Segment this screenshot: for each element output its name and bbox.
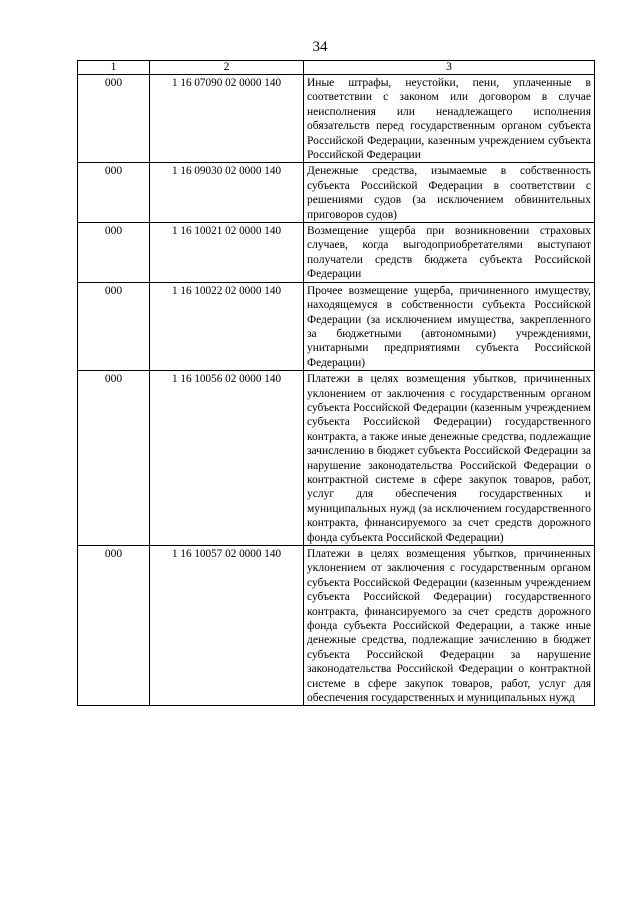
column-header-1: 1 [78,61,150,75]
income-name-cell: Платежи в целях возмещения убытков, причиненных уклонением от заключения с государственным органом субъекта Российской Федерации (казенным учреждением субъекта Российской Федерации) государственного контракта, а также иные денежные средства, подлежащие зачислению в бюджет субъекта Российской Федерации за нарушение законодательства Российской Федерации о контрактной системе в сфере закупок товаров, работ, услуг для обеспечения государственных и муниципальных нужд (за исключением государственного контракта, финансируемого за счет средств дорожного фонда субъекта Российской Федерации) [304,371,595,546]
admin-code-cell: 000 [78,163,150,223]
table-row [78,371,595,546]
admin-code-cell: 000 [78,75,150,163]
budget-code-cell: 1 16 09030 02 0000 140 [150,163,304,223]
budget-code-cell: 1 16 07090 02 0000 140 [150,75,304,163]
income-name-cell: Прочее возмещение ущерба, причиненного имуществу, находящемуся в собственности субъекта Российской Федерации (за исключением имущества, закрепленного за бюджетными (автономными) учреждениями, унитарными предприятиями субъекта Российской Федерации) [304,282,595,370]
table-row [78,546,595,706]
income-name-cell: Платежи в целях возмещения убытков, причиненных уклонением от заключения с государственным органом субъекта Российской Федерации (казенным учреждением субъекта Российской Федерации) государственного контракта, финансируемого за счет средств дорожного фонда субъекта Российской Федерации, а также иные денежные средства, подлежащие зачислению в бюджет субъекта Российской Федерации за нарушение законодательства Российской Федерации о контрактной системе в сфере закупок товаров, работ, услуг для обеспечения государственных и муниципальных нужд [304,546,595,706]
table-header-row [78,61,595,75]
table-row [78,75,595,163]
income-name-cell: Денежные средства, изымаемые в собственность субъекта Российской Федерации в соответствии с решениями судов (за исключением обвинительных приговоров судов) [304,163,595,223]
budget-code-cell: 1 16 10021 02 0000 140 [150,223,304,283]
budget-codes-table [77,60,595,706]
admin-code-cell: 000 [78,546,150,706]
table-row [78,163,595,223]
income-name-cell: Возмещение ущерба при возникновении страховых случаев, когда выгодоприобретателями выступают получатели средств бюджета субъекта Российской Федерации [304,223,595,283]
table-row [78,282,595,370]
table-row [78,223,595,283]
column-header-2: 2 [150,61,304,75]
budget-code-cell: 1 16 10056 02 0000 140 [150,371,304,546]
page-number: 34 [312,39,328,55]
budget-code-cell: 1 16 10057 02 0000 140 [150,546,304,706]
column-header-3: 3 [304,61,595,75]
admin-code-cell: 000 [78,282,150,370]
admin-code-cell: 000 [78,371,150,546]
admin-code-cell: 000 [78,223,150,283]
budget-code-cell: 1 16 10022 02 0000 140 [150,282,304,370]
income-name-cell: Иные штрафы, неустойки, пени, уплаченные в соответствии с законом или договором в случае неисполнения или ненадлежащего исполнения обязательств перед государственным органом субъекта Российской Федерации, казенным учреждением субъекта Российской Федерации [304,75,595,163]
